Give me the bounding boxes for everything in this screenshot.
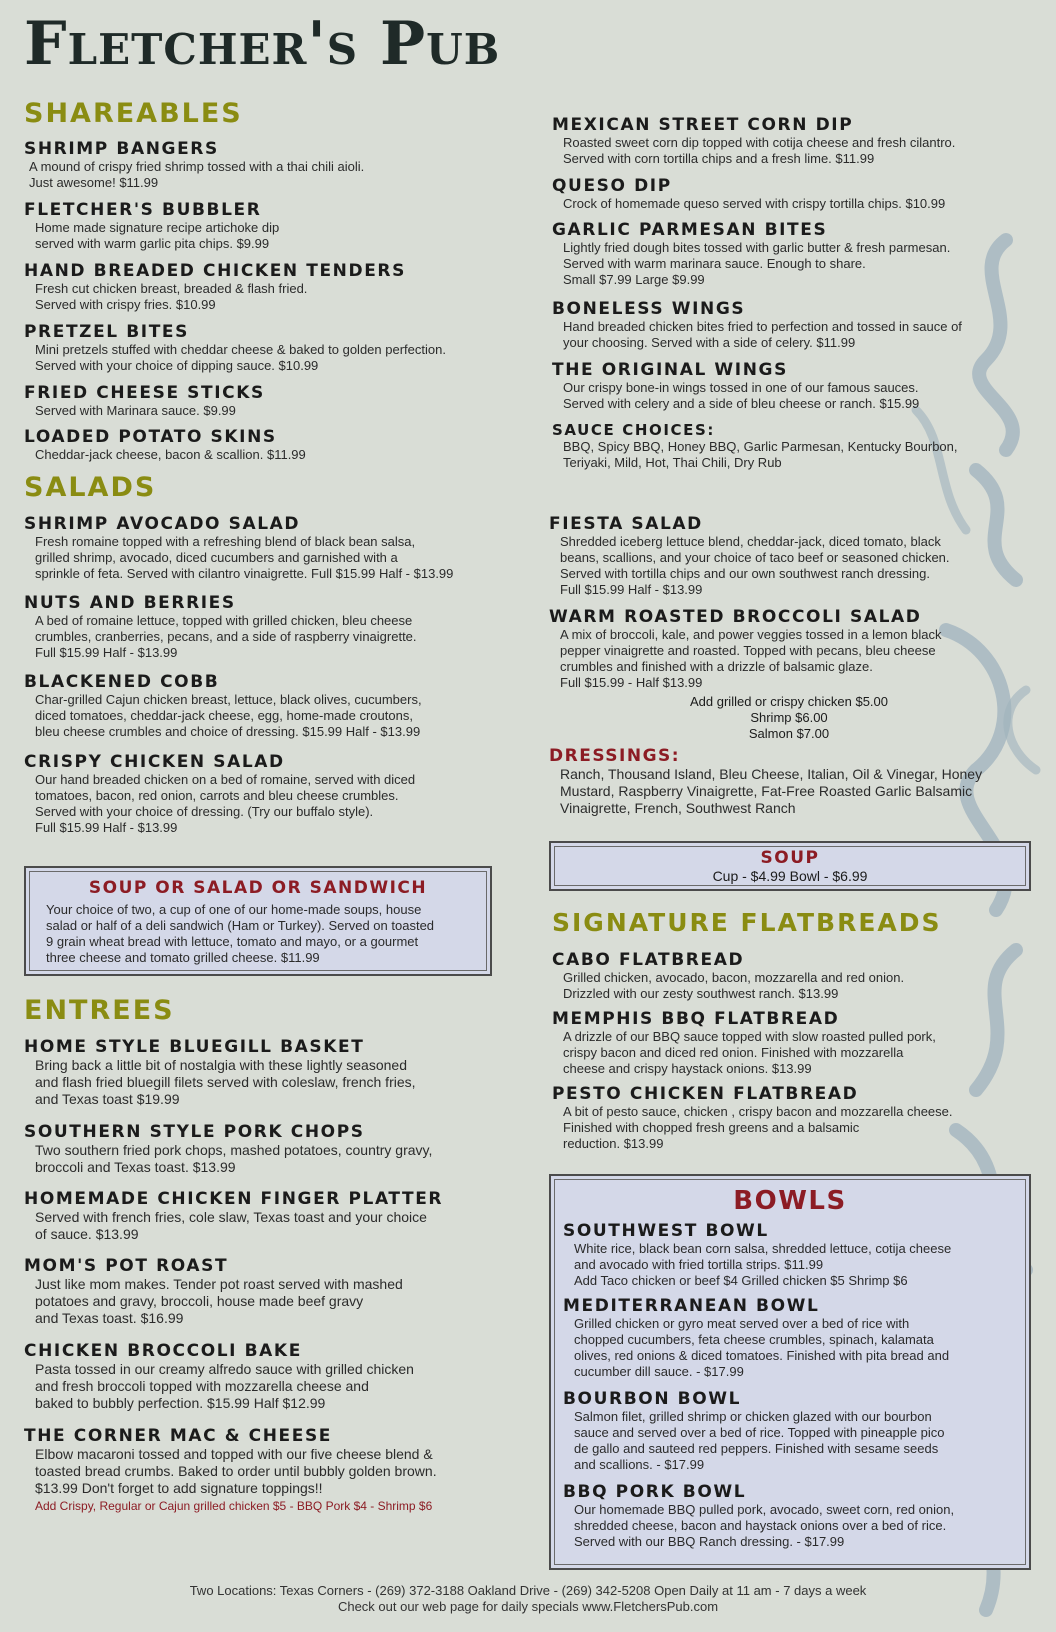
footer-website: Check out our web page for daily specials www.FletchersPub.com bbox=[337, 1599, 719, 1614]
item-name: PESTO CHICKEN FLATBREAD bbox=[552, 1084, 859, 1104]
item-desc: Served with Marinara sauce. $9.99 bbox=[35, 402, 236, 418]
menu-item bbox=[24, 1342, 524, 1412]
menu-item bbox=[24, 323, 524, 374]
dressings-heading: DRESSINGS: bbox=[549, 746, 681, 766]
dressings-section bbox=[549, 746, 1039, 817]
menu-item bbox=[24, 673, 524, 740]
soup-prices: Cup - $4.99 Bowl - $6.99 bbox=[712, 868, 868, 884]
menu-item bbox=[563, 1483, 1023, 1550]
combo-desc: Your choice of two, a cup of one of our home-made soups, house salad or half of a deli sandwich (Ham or Turkey). Served on toasted 9 grain wheat bread with lettuce, tomato and mayo, or a gourmet three cheese and tomato grilled cheese. $11.99 bbox=[46, 902, 435, 965]
item-name: MEDITERRANEAN BOWL bbox=[563, 1296, 820, 1316]
entrees-heading: ENTREES bbox=[24, 995, 175, 1026]
item-name: SOUTHERN STYLE PORK CHOPS bbox=[24, 1122, 365, 1142]
item-desc: A bit of pesto sauce, chicken , crispy bacon and mozzarella cheese. Finished with chopped fresh greens and a balsamic reduction. $13.99 bbox=[563, 1103, 953, 1151]
bowls-box bbox=[549, 1174, 1031, 1570]
menu-item bbox=[24, 140, 524, 191]
item-desc: A mound of crispy fried shrimp tossed with a thai chili aioli. Just awesome! $11.99 bbox=[29, 158, 365, 190]
menu-item bbox=[24, 201, 524, 252]
menu-item bbox=[24, 1427, 524, 1513]
menu-item bbox=[552, 951, 1042, 1002]
menu-item bbox=[24, 428, 524, 463]
menu-item bbox=[24, 1257, 524, 1327]
menu-item bbox=[24, 1123, 524, 1176]
item-desc: Roasted sweet corn dip topped with cotija cheese and fresh cilantro. Served with corn tortilla chips and a fresh lime. $11.99 bbox=[563, 134, 956, 166]
item-name: QUESO DIP bbox=[552, 176, 672, 196]
soup-heading: SOUP bbox=[760, 848, 820, 868]
item-name: PRETZEL BITES bbox=[24, 322, 189, 342]
menu-item bbox=[563, 1297, 1023, 1380]
item-desc: Served with french fries, cole slaw, Texas toast and your choice of sauce. $13.99 bbox=[35, 1208, 427, 1242]
item-name: GARLIC PARMESAN BITES bbox=[552, 220, 828, 240]
combo-box bbox=[24, 866, 492, 976]
item-name: LOADED POTATO SKINS bbox=[24, 427, 277, 447]
item-name: WARM ROASTED BROCCOLI SALAD bbox=[549, 607, 922, 627]
menu-item bbox=[552, 1010, 1042, 1077]
item-name: FIESTA SALAD bbox=[549, 514, 703, 534]
item-name: FLETCHER'S BUBBLER bbox=[24, 200, 262, 220]
addon-line: Shrimp $6.00 bbox=[750, 710, 828, 725]
item-name: CHICKEN BROCCOLI BAKE bbox=[24, 1341, 302, 1361]
combo-heading: SOUP OR SALAD OR SANDWICH bbox=[88, 878, 428, 898]
flatbreads-heading: SIGNATURE FLATBREADS bbox=[552, 908, 942, 937]
item-desc: Crock of homemade queso served with crispy tortilla chips. $10.99 bbox=[563, 195, 946, 211]
addon-line: Salmon $7.00 bbox=[748, 726, 830, 741]
item-desc: Just like mom makes. Tender pot roast served with mashed potatoes and gravy, broccoli, house made beef gravy and Texas toast. $16.99 bbox=[35, 1275, 403, 1326]
menu-item bbox=[24, 515, 524, 582]
item-name: BONELESS WINGS bbox=[552, 299, 746, 319]
menu-item bbox=[24, 753, 524, 836]
item-name: THE CORNER MAC & CHEESE bbox=[24, 1426, 333, 1446]
item-desc: Home made signature recipe artichoke dip served with warm garlic pita chips. $9.99 bbox=[35, 219, 280, 251]
item-name: HOME STYLE BLUEGILL BASKET bbox=[24, 1037, 365, 1057]
mac-addon-note: Add Crispy, Regular or Cajun grilled chicken $5 - BBQ Pork $4 - Shrimp $6 bbox=[35, 1498, 433, 1513]
item-desc: Lightly fried dough bites tossed with garlic butter & fresh parmesan. Served with warm marinara sauce. Enough to share. Small $7.99 Large $9.99 bbox=[563, 239, 951, 287]
item-desc: A bed of romaine lettuce, topped with grilled chicken, bleu cheese crumbles, cranberries, pecans, and a side of raspberry vinaigrette. Full $15.99 Half - $13.99 bbox=[35, 612, 417, 660]
page-title: Fletcher's Pub bbox=[24, 9, 501, 79]
item-desc: Elbow macaroni tossed and topped with our five cheese blend & toasted bread crumbs. Baked to order until bubbly golden brown. $13.99 Don't forget to add signature toppings!! bbox=[35, 1445, 437, 1496]
item-desc: Salmon filet, grilled shrimp or chicken glazed with our bourbon sauce and served over a bed of rice. Topped with pineapple pico de gallo and sauteed red peppers. Finished with sesame seeds and scallions. - $17.99 bbox=[574, 1408, 945, 1472]
item-name: BOURBON BOWL bbox=[563, 1389, 742, 1409]
item-desc: Hand breaded chicken bites fried to perfection and tossed in sauce of your choosing. Served with a side of celery. $11.99 bbox=[563, 318, 962, 350]
addon-line: Add grilled or crispy chicken $5.00 bbox=[690, 694, 888, 709]
salads-heading: SALADS bbox=[24, 472, 157, 503]
item-desc: Pasta tossed in our creamy alfredo sauce with grilled chicken and fresh broccoli topped with mozzarella cheese and baked to bubbly perfection. $15.99 Half $12.99 bbox=[35, 1360, 414, 1411]
item-name: HAND BREADED CHICKEN TENDERS bbox=[24, 261, 406, 281]
item-name: MEMPHIS BBQ FLATBREAD bbox=[552, 1009, 840, 1029]
menu-item bbox=[552, 361, 1042, 412]
item-name: SOUTHWEST BOWL bbox=[563, 1221, 769, 1241]
item-desc: Shredded iceberg lettuce blend, cheddar-jack, diced tomato, black beans, scallions, and your choice of taco beef or seasoned chicken. Served with tortilla chips and our own southwest ranch dressing. Full $15.99 Half - $13.99 bbox=[560, 533, 950, 597]
item-name: FRIED CHEESE STICKS bbox=[24, 383, 265, 403]
item-desc: Mini pretzels stuffed with cheddar cheese & baked to golden perfection. Served with your choice of dipping sauce. $10.99 bbox=[35, 341, 446, 373]
item-name: BLACKENED COBB bbox=[24, 672, 220, 692]
menu-item bbox=[552, 300, 1042, 351]
menu-item bbox=[549, 608, 1039, 691]
menu-item bbox=[563, 1390, 1023, 1473]
menu-item bbox=[24, 384, 524, 419]
shareables-section bbox=[24, 100, 524, 127]
item-name: CABO FLATBREAD bbox=[552, 950, 745, 970]
footer bbox=[0, 1583, 1056, 1615]
item-desc: Grilled chicken, avocado, bacon, mozzarella and red onion. Drizzled with our zesty southwest ranch. $13.99 bbox=[563, 969, 905, 1001]
menu-item bbox=[563, 1222, 1023, 1289]
item-desc: A mix of broccoli, kale, and power veggies tossed in a lemon black pepper vinaigrette and roasted. Topped with pecans, bleu cheese crumbles and finished with a drizzle of balsamic glaze. Full $15.99 - Half $13.99 bbox=[560, 626, 942, 690]
item-name: THE ORIGINAL WINGS bbox=[552, 360, 788, 380]
footer-locations: Two Locations: Texas Corners - (269) 372-3188 Oakland Drive - (269) 342-5208 Open Daily at 11 am - 7 days a week bbox=[189, 1583, 867, 1598]
dressings-list: Ranch, Thousand Island, Bleu Cheese, Italian, Oil & Vinegar, Honey Mustard, Raspberry Vinaigrette, Fat-Free Roasted Garlic Balsamic Vinaigrette, French, Southwest Ranch bbox=[560, 766, 983, 816]
salad-addons bbox=[549, 694, 1029, 742]
item-desc: Our homemade BBQ pulled pork, avocado, sweet corn, red onion, shredded cheese, bacon and haystack onions over a bed of rice. Served with our BBQ Ranch dressing. - $17.99 bbox=[574, 1501, 955, 1549]
menu-item bbox=[552, 177, 1042, 212]
menu-item bbox=[24, 594, 524, 661]
item-desc: A drizzle of our BBQ sauce topped with slow roasted pulled pork, crispy bacon and diced red onion. Finished with mozzarella cheese and crispy haystack onions. $13.99 bbox=[563, 1028, 936, 1076]
item-name: BBQ PORK BOWL bbox=[563, 1482, 747, 1502]
item-desc: Fresh cut chicken breast, breaded & flash fried. Served with crispy fries. $10.99 bbox=[35, 280, 308, 312]
item-desc: Fresh romaine topped with a refreshing blend of black bean salsa, grilled shrimp, avocado, diced cucumbers and garnished with a sprinkle of feta. Served with cilantro vinaigrette. Full $15.99 Half - $13.99 bbox=[35, 533, 454, 581]
menu-item bbox=[552, 1085, 1042, 1152]
sauce-choices bbox=[552, 422, 1042, 471]
item-desc: Char-grilled Cajun chicken breast, lettuce, black olives, cucumbers, diced tomatoes, cheddar-jack cheese, egg, home-made croutons, bleu cheese crumbles and choice of dressing. $15.99 Half - $13.99 bbox=[35, 691, 422, 739]
shareables-heading: SHAREABLES bbox=[24, 98, 243, 129]
item-desc: Our crispy bone-in wings tossed in one of our famous sauces. Served with celery and a side of bleu cheese or ranch. $15.99 bbox=[563, 379, 920, 411]
item-desc: White rice, black bean corn salsa, shredded lettuce, cotija cheese and avocado with fried tortilla strips. $11.99 Add Taco chicken or beef $4 Grilled chicken $5 Shrimp $6 bbox=[574, 1240, 952, 1288]
item-name: SHRIMP AVOCADO SALAD bbox=[24, 514, 301, 534]
item-name: CRISPY CHICKEN SALAD bbox=[24, 752, 285, 772]
item-desc: Two southern fried pork chops, mashed potatoes, country gravy, broccoli and Texas toast. $13.99 bbox=[35, 1141, 433, 1175]
menu-item bbox=[24, 1190, 524, 1243]
item-desc: Bring back a little bit of nostalgia with these lightly seasoned and flash fried bluegill filets served with coleslaw, french fries, and Texas toast $19.99 bbox=[35, 1056, 416, 1107]
item-desc: Cheddar-jack cheese, bacon & scallion. $11.99 bbox=[35, 446, 306, 462]
menu-item bbox=[549, 515, 1039, 598]
bowls-heading: BOWLS bbox=[733, 1186, 847, 1216]
menu-item bbox=[24, 1038, 524, 1108]
item-desc: Grilled chicken or gyro meat served over a bed of rice with chopped cucumbers, feta cheese crumbles, spinach, kalamata olives, red onions & diced tomatoes. Finished with pita bread and cucumber dill sauce. - $17.99 bbox=[574, 1315, 950, 1379]
menu-item bbox=[24, 262, 524, 313]
item-name: SHRIMP BANGERS bbox=[24, 139, 219, 159]
item-name: MEXICAN STREET CORN DIP bbox=[552, 115, 854, 135]
menu-item bbox=[552, 221, 1042, 288]
soup-box bbox=[549, 841, 1031, 891]
sauce-choices-heading: SAUCE CHOICES: bbox=[552, 421, 715, 439]
item-name: MOM'S POT ROAST bbox=[24, 1256, 229, 1276]
item-name: HOMEMADE CHICKEN FINGER PLATTER bbox=[24, 1189, 444, 1209]
menu-item bbox=[552, 116, 1042, 167]
item-name: NUTS AND BERRIES bbox=[24, 593, 236, 613]
sauce-choices-list: BBQ, Spicy BBQ, Honey BBQ, Garlic Parmesan, Kentucky Bourbon, Teriyaki, Mild, Hot, Thai Chili, Dry Rub bbox=[563, 438, 958, 470]
item-desc: Our hand breaded chicken on a bed of romaine, served with diced tomatoes, bacon, red onion, carrots and bleu cheese crumbles. Served with your choice of dressing. (Try our buffalo style). Full $15.99 Half - $13.99 bbox=[35, 771, 416, 835]
